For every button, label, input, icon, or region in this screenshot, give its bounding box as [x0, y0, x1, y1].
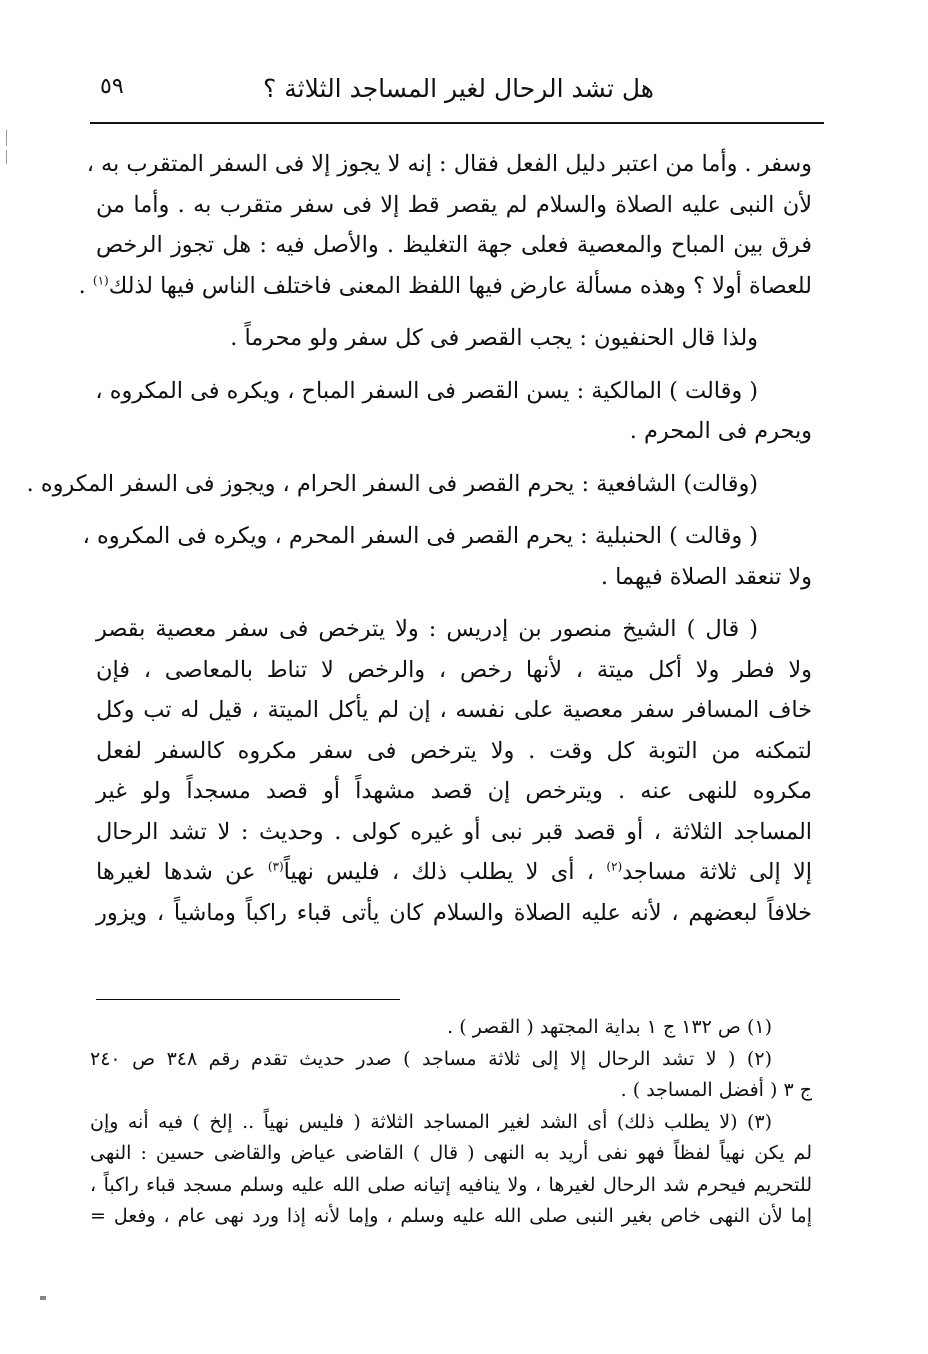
page-number: ٥٩: [100, 74, 124, 99]
text-line: ولا تنعقد الصلاة فيهما .: [600, 563, 812, 590]
running-title: هل تشد الرحال لغير المساجد الثلاثة ؟: [263, 74, 654, 103]
text-line: المساجد الثلاثة ، أو قصد قبر نبى أو غيره كولى . وحديث : لا تشد الرحال: [96, 818, 812, 845]
header-rule: [90, 122, 824, 124]
text-line: [96, 852, 812, 893]
text-line: [78, 266, 812, 307]
text-line: ولذا قال الحنفيون : يجب القصر فى كل سفر ولو محرماً .: [230, 325, 758, 351]
text-line: فرق بين المباح والمعصية فعلى جهة التغليظ . والأصل فيه : هل تجوز الرخص: [96, 232, 812, 258]
text-line: (وقالت) الشافعية : يحرم القصر فى السفر الحرام ، ويجوز فى السفر المكروه .: [26, 470, 758, 497]
footnote-3-cont: إما لأن النهى خاص بغير النبى صلى الله عليه وسلم ، وإما لأنه إذا ورد نهى عام ، وفعل =: [90, 1205, 812, 1227]
margin-mark: [6, 150, 7, 164]
footnote-2-cont: ج ٣ ( أفضل المساجد ) .: [620, 1079, 812, 1101]
text-segment: للعصاة أولا ؟ وهذه مسألة عارض فيها اللفظ المعنى فاختلف الناس فيها لذلك: [108, 272, 812, 299]
text-line: خاف المسافر سفر معصية على نفسه ، إن لم يأكل الميتة ، قيل له تب وكل: [96, 697, 812, 723]
text-line: خلافاً لبعضهم ، لأنه عليه الصلاة والسلام كان يأتى قباء راكباً وماشياً ، ويزور: [96, 899, 812, 926]
text-line: وسفر . وأما من اعتبر دليل الفعل فقال : إنه لا يجوز إلا فى السفر المتقرب به ،: [86, 151, 812, 177]
text-line: لتمكنه من التوبة كل وقت . ولا يترخص فى سفر مكروه كالسفر لفعل: [96, 737, 812, 764]
scan-speck: [40, 1296, 46, 1300]
footnote-3-cont: للتحريم فيحرم شد الرحال لغيرها ، ولا ينافيه إتيانه صلى الله عليه وسلم مسجد قباء راكباً ،: [90, 1173, 812, 1196]
text-line: ( وقالت ) الحنبلية : يحرم القصر فى السفر المحرم ، ويكره فى المكروه ،: [82, 523, 758, 549]
page-header: [90, 68, 824, 114]
text-segment: ، أى لا يطلب ذلك ، فليس نهياً: [283, 859, 595, 885]
text-segment: إلا إلى ثلاثة مساجد: [622, 859, 812, 885]
text-line: ( وقالت ) المالكية : يسن القصر فى السفر المباح ، ويكره فى المكروه ،: [95, 377, 758, 404]
footnote-ref-1: (١): [92, 273, 109, 288]
text-segment: عن شدها لغيرها: [96, 859, 256, 885]
footnote-ref-3: (٣): [267, 859, 284, 874]
footnote-3-cont: لم يكن نهياً لفظاً فهو نفى أريد به النهى ( قال ) القاضى عياض والقاضى حسين : النهى: [90, 1142, 812, 1164]
text-line: ويحرم فى المحرم .: [629, 418, 812, 444]
text-line: ولا فطر ولا أكل ميتة ، لأنها رخص ، والرخص لا تناط بالمعاصى ، فإن: [96, 656, 812, 683]
main-text: [26, 144, 812, 933]
footnotes: [90, 1012, 812, 1233]
footnote-3: (٣) (لا يطلب ذلك) أى الشد لغير المساجد الثلاثة ( فليس نهياً .. إلخ ) فيه أنه وإن: [90, 1110, 772, 1133]
footnote-rule: [96, 999, 400, 1000]
text-line: لأن النبى عليه الصلاة والسلام لم يقصر قط إلا فى سفر متقرب به . وأما من: [96, 191, 812, 218]
text-line: ( قال ) الشيخ منصور بن إدريس : ولا يترخص فى سفر معصية بقصر: [96, 616, 758, 642]
footnote-1: (١) ص ١٣٢ ج ١ بداية المجتهد ( القصر ) .: [447, 1016, 772, 1038]
margin-mark: [6, 130, 7, 146]
footnote-2: (٢) ( لا تشد الرحال إلا إلى ثلاثة مساجد ) صدر حديث تقدم رقم ٣٤٨ ص ٢٤٠: [90, 1047, 772, 1070]
text-line: مكروه للنهى عنه . ويترخص إن قصد مشهداً أو قصد مسجداً ولو غير: [96, 778, 812, 804]
footnote-ref-2: (٢): [606, 859, 623, 874]
text-segment: .: [78, 272, 86, 299]
